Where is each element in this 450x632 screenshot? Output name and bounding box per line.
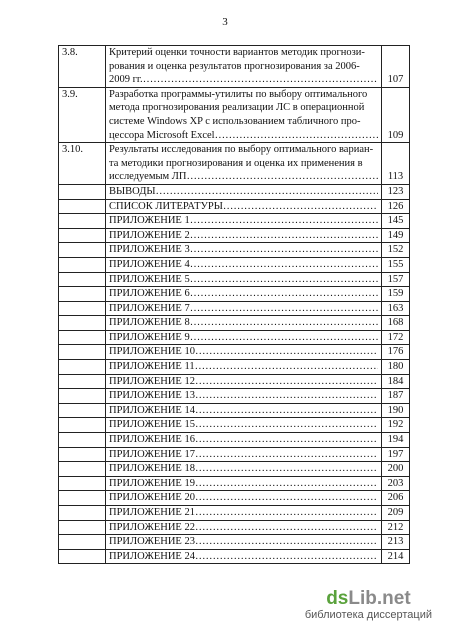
toc-title-line: ПРИЛОЖЕНИЕ 8: [109, 317, 190, 329]
toc-title-line: ПРИЛОЖЕНИЕ 9: [109, 331, 190, 343]
toc-entry-title: [106, 287, 382, 302]
toc-row: [59, 46, 410, 88]
toc-row: [59, 374, 410, 389]
toc-title-line: ПРИЛОЖЕНИЕ 20: [109, 492, 195, 504]
toc-entry-title: [106, 491, 382, 506]
toc-section-number: [59, 301, 106, 316]
toc-row: [59, 301, 410, 316]
toc-title-line: цессора Microsoft Excel: [109, 129, 215, 141]
toc-leader-dots: [223, 201, 378, 212]
toc-page-number: 206: [382, 491, 410, 506]
toc-row: [59, 403, 410, 418]
toc-title-last-line: [109, 73, 378, 87]
toc-entry-title: [106, 214, 382, 229]
toc-section-number: [59, 491, 106, 506]
toc-title-last-line: [109, 375, 378, 389]
toc-page-number: 190: [382, 403, 410, 418]
toc-entry-title: [106, 433, 382, 448]
toc-entry-title: [106, 243, 382, 258]
toc-entry-title: [106, 447, 382, 462]
toc-title-line: ПРИЛОЖЕНИЕ 7: [109, 302, 190, 314]
toc-page-number: 209: [382, 506, 410, 521]
toc-title-last-line: [109, 129, 378, 143]
watermark-logo-lib: Lib.net: [348, 588, 411, 609]
toc-title-last-line: [109, 200, 378, 214]
toc-title-last-line: [109, 418, 378, 432]
toc-leader-dots: [195, 507, 378, 518]
toc-page-number: 149: [382, 228, 410, 243]
toc-leader-dots: [190, 303, 378, 314]
toc-page-number: 187: [382, 389, 410, 404]
toc-leader-dots: [187, 171, 379, 182]
toc-title-line: Критерий оценки точности вариантов методик прогнози-: [109, 47, 365, 58]
toc-page-number: 109: [382, 87, 410, 142]
toc-title-last-line: [109, 462, 378, 476]
toc-entry-title: [106, 345, 382, 360]
toc-title-line: ПРИЛОЖЕНИЕ 1: [109, 215, 190, 227]
toc-title-last-line: [109, 477, 378, 491]
toc-entry-title: [106, 403, 382, 418]
toc-title-line: ПРИЛОЖЕНИЕ 3: [109, 244, 190, 256]
toc-title-line: ПРИЛОЖЕНИЕ 13: [109, 390, 195, 402]
toc-section-number: [59, 433, 106, 448]
toc-title-line: исследуемым ЛП: [109, 171, 187, 183]
toc-row: [59, 316, 410, 331]
toc-row: [59, 257, 410, 272]
toc-section-number: [59, 549, 106, 564]
toc-title-line: ПРИЛОЖЕНИЕ 5: [109, 273, 190, 285]
toc-leader-dots: [195, 405, 378, 416]
toc-entry-title: [106, 272, 382, 287]
toc-entry-title: [106, 87, 382, 142]
toc-title-line: ПРИЛОЖЕНИЕ 17: [109, 448, 195, 460]
table-of-contents: [58, 45, 410, 564]
toc-page-number: 113: [382, 143, 410, 185]
toc-title-line: ПРИЛОЖЕНИЕ 14: [109, 404, 195, 416]
page-number: 3: [222, 16, 228, 28]
toc-section-number: [59, 199, 106, 214]
toc-section-number: [59, 316, 106, 331]
toc-page-number: 168: [382, 316, 410, 331]
toc-title-line: ПРИЛОЖЕНИЕ 16: [109, 434, 195, 446]
toc-entry-title: [106, 257, 382, 272]
toc-row: [59, 433, 410, 448]
watermark-subtitle: библиотека диссертаций: [304, 609, 432, 621]
toc-section-number: [59, 214, 106, 229]
toc-title-last-line: [109, 550, 378, 564]
toc-title-line: ПРИЛОЖЕНИЕ 15: [109, 419, 195, 431]
toc-title-last-line: [109, 448, 378, 462]
toc-title-line: Результаты исследования по выбору оптимального вариан-: [109, 144, 374, 156]
toc-leader-dots: [195, 536, 378, 547]
toc-title-line: ВЫВОДЫ: [109, 185, 156, 197]
toc-entry-title: [106, 389, 382, 404]
toc-title-last-line: [109, 404, 378, 418]
toc-page-number: 157: [382, 272, 410, 287]
toc-page-number: 214: [382, 549, 410, 564]
toc-page-number: 184: [382, 374, 410, 389]
toc-title-last-line: [109, 491, 378, 505]
toc-title-line: ПРИЛОЖЕНИЕ 2: [109, 229, 190, 241]
toc-title-last-line: [109, 535, 378, 549]
toc-title-line: ПРИЛОЖЕНИЕ 10: [109, 346, 195, 358]
toc-row: [59, 330, 410, 345]
toc-title-last-line: [109, 389, 378, 403]
toc-page-number: 155: [382, 257, 410, 272]
toc-section-number: [59, 374, 106, 389]
toc-leader-dots: [195, 463, 378, 474]
toc-leader-dots: [190, 215, 378, 226]
toc-page-number: 213: [382, 535, 410, 550]
toc-page-number: 180: [382, 360, 410, 375]
toc-page-number: 145: [382, 214, 410, 229]
toc-title-line: ПРИЛОЖЕНИЕ 12: [109, 375, 195, 387]
toc-section-number: [59, 389, 106, 404]
toc-section-number: [59, 447, 106, 462]
toc-title-line: СПИСОК ЛИТЕРАТУРЫ: [109, 200, 223, 212]
toc-entry-title: [106, 199, 382, 214]
toc-title-last-line: [109, 345, 378, 359]
toc-leader-dots: [195, 346, 378, 357]
toc-row: [59, 418, 410, 433]
toc-title-last-line: [109, 258, 378, 272]
toc-title-last-line: [109, 360, 378, 374]
toc-row: [59, 272, 410, 287]
toc-title-last-line: [109, 214, 378, 228]
toc-row: [59, 491, 410, 506]
toc-body: [59, 46, 410, 564]
toc-leader-dots: [195, 361, 378, 372]
toc-leader-dots: [190, 332, 378, 343]
toc-row: [59, 87, 410, 142]
toc-title-line: ПРИЛОЖЕНИЕ 18: [109, 463, 195, 475]
toc-leader-dots: [195, 434, 378, 445]
toc-leader-dots: [215, 130, 378, 141]
toc-page-number: 172: [382, 330, 410, 345]
toc-row: [59, 447, 410, 462]
toc-row: [59, 549, 410, 564]
toc-page-number: 163: [382, 301, 410, 316]
toc-page-number: 200: [382, 462, 410, 477]
toc-row: [59, 287, 410, 302]
toc-leader-dots: [195, 551, 378, 562]
toc-title-line: рования и оценка результатов прогнозирования за 2006-: [109, 60, 360, 72]
toc-section-number: [59, 360, 106, 375]
toc-title-last-line: [109, 316, 378, 330]
toc-section-number: 3.10.: [59, 143, 106, 185]
toc-leader-dots: [195, 419, 378, 430]
toc-entry-title: [106, 301, 382, 316]
toc-entry-title: [106, 143, 382, 185]
toc-section-number: 3.8.: [59, 46, 106, 88]
toc-leader-dots: [195, 390, 378, 401]
toc-leader-dots: [190, 244, 378, 255]
toc-row: [59, 476, 410, 491]
toc-entry-title: [106, 330, 382, 345]
toc-leader-dots: [195, 376, 378, 387]
toc-title-line: ПРИЛОЖЕНИЕ 4: [109, 258, 190, 270]
toc-page-number: 126: [382, 199, 410, 214]
toc-section-number: [59, 243, 106, 258]
toc-page-number: 176: [382, 345, 410, 360]
toc-title-last-line: [109, 170, 378, 184]
toc-leader-dots: [195, 492, 378, 503]
toc-leader-dots: [156, 186, 378, 197]
toc-title-line: ПРИЛОЖЕНИЕ 6: [109, 288, 190, 300]
toc-leader-dots: [190, 259, 378, 270]
toc-row: [59, 389, 410, 404]
toc-section-number: [59, 418, 106, 433]
watermark: [305, 589, 432, 622]
toc-entry-title: [106, 535, 382, 550]
toc-title-line: системе Windows XP с использованием табличного про-: [109, 115, 361, 127]
toc-title-line: ПРИЛОЖЕНИЕ 19: [109, 477, 195, 489]
toc-row: [59, 143, 410, 185]
toc-row: [59, 243, 410, 258]
toc-page-number: 192: [382, 418, 410, 433]
toc-title-line: Разработка программы-утилиты по выбору оптимального: [109, 88, 368, 100]
toc-row: [59, 345, 410, 360]
toc-title-line: метода прогнозирования реализации ЛС в операционной: [109, 102, 365, 114]
toc-row: [59, 520, 410, 535]
watermark-logo: [305, 589, 432, 609]
toc-section-number: [59, 184, 106, 199]
toc-leader-dots: [190, 288, 378, 299]
toc-section-number: [59, 228, 106, 243]
toc-entry-title: [106, 228, 382, 243]
watermark-logo-ds: ds: [326, 588, 349, 609]
toc-title-last-line: [109, 273, 378, 287]
toc-title-line: 2009 гг.: [109, 74, 143, 86]
toc-entry-title: [106, 46, 382, 88]
toc-title-line: ПРИЛОЖЕНИЕ 23: [109, 536, 195, 548]
toc-page-number: 203: [382, 476, 410, 491]
toc-page-number: 212: [382, 520, 410, 535]
toc-section-number: [59, 272, 106, 287]
toc-leader-dots: [190, 274, 378, 285]
toc-section-number: [59, 403, 106, 418]
toc-title-line: ПРИЛОЖЕНИЕ 24: [109, 550, 195, 562]
toc-title-last-line: [109, 287, 378, 301]
toc-section-number: [59, 535, 106, 550]
toc-leader-dots: [143, 74, 378, 85]
toc-entry-title: [106, 360, 382, 375]
toc-leader-dots: [190, 230, 378, 241]
toc-title-line: ПРИЛОЖЕНИЕ 21: [109, 507, 195, 518]
toc-entry-title: [106, 462, 382, 477]
toc-page-number: 194: [382, 433, 410, 448]
toc-row: [59, 199, 410, 214]
toc-section-number: [59, 287, 106, 302]
toc-title-last-line: [109, 433, 378, 447]
toc-section-number: [59, 520, 106, 535]
toc-title-last-line: [109, 243, 378, 257]
toc-leader-dots: [195, 449, 378, 460]
toc-entry-title: [106, 374, 382, 389]
toc-entry-title: [106, 549, 382, 564]
toc-row: [59, 360, 410, 375]
toc-title-last-line: [109, 331, 378, 345]
toc-entry-title: [106, 184, 382, 199]
toc-page-number: 152: [382, 243, 410, 258]
toc-entry-title: [106, 520, 382, 535]
toc-title-line: та методики прогнозирования и оценка их применения в: [109, 157, 363, 169]
toc-entry-title: [106, 506, 382, 521]
toc-title-last-line: [109, 521, 378, 535]
toc-leader-dots: [190, 317, 378, 328]
toc-row: [59, 506, 410, 521]
toc-title-line: ПРИЛОЖЕНИЕ 11: [109, 361, 195, 373]
toc-leader-dots: [195, 478, 378, 489]
toc-entry-title: [106, 476, 382, 491]
toc-row: [59, 214, 410, 229]
toc-section-number: [59, 462, 106, 477]
toc-title-last-line: [109, 229, 378, 243]
toc-row: [59, 462, 410, 477]
toc-page-number: 159: [382, 287, 410, 302]
toc-page-number: 123: [382, 184, 410, 199]
toc-row: [59, 184, 410, 199]
toc-title-last-line: [109, 185, 378, 199]
toc-section-number: [59, 345, 106, 360]
toc-section-number: [59, 330, 106, 345]
toc-section-number: [59, 476, 106, 491]
toc-section-number: [59, 257, 106, 272]
toc-page-number: 107: [382, 46, 410, 88]
toc-page-number: 197: [382, 447, 410, 462]
toc-entry-title: [106, 316, 382, 331]
toc-title-last-line: [109, 302, 378, 316]
toc-row: [59, 228, 410, 243]
toc-leader-dots: [195, 522, 378, 533]
toc-section-number: 3.9.: [59, 87, 106, 142]
toc-title-last-line: [109, 506, 378, 520]
toc-row: [59, 535, 410, 550]
toc-section-number: [59, 506, 106, 521]
toc-entry-title: [106, 418, 382, 433]
toc-title-line: ПРИЛОЖЕНИЕ 22: [109, 521, 195, 533]
